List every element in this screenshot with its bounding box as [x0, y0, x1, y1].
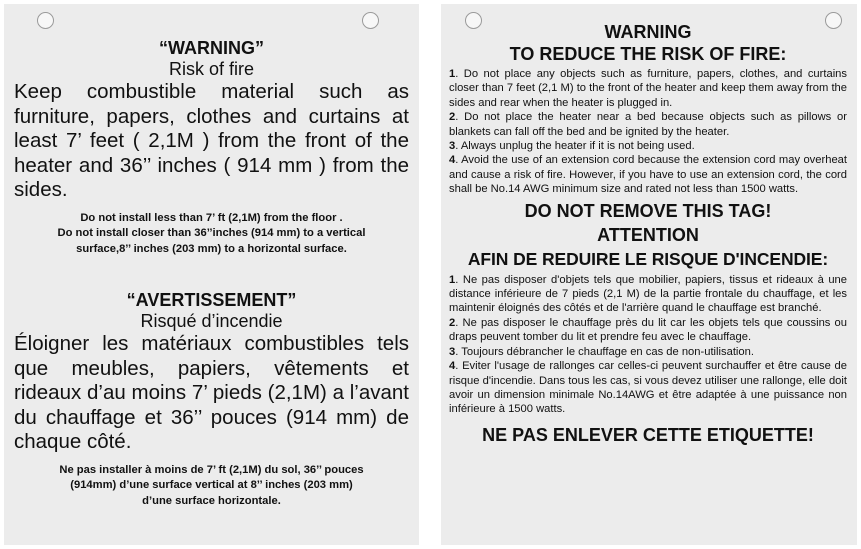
- english-item: [449, 110, 847, 139]
- english-note-line: Do not install closer than 36’’inches (914 mm) to a vertical: [57, 227, 366, 240]
- item-number: 3: [449, 140, 456, 153]
- french-item: [449, 316, 847, 345]
- item-number: 4: [449, 360, 456, 373]
- hang-hole-icon: [37, 12, 54, 29]
- item-text: . Ne pas disposer le chauffage près du lit car les objets tels que coussins ou draps peuvent tomber du lit et prendre feu avec le chauffage.: [449, 316, 847, 344]
- english-item: [449, 153, 847, 196]
- footer-heading: NE PAS ENLEVER CETTE ETIQUETTE!: [482, 424, 814, 445]
- item-number: 2: [449, 316, 456, 329]
- english-body: Keep combustible material such as furniture, papers, clothes and curtains at least 7’ feet ( 2,1M ) from the front of the heater and 36’’ inches ( 914 mm ) from the sides.: [14, 80, 409, 202]
- item-number: 2: [449, 111, 456, 124]
- french-item: [449, 359, 847, 417]
- english-note-line: surface,8’’ inches (203 mm) to a horizontal surface.: [76, 242, 347, 255]
- risk-heading: TO REDUCE THE RISK OF FIRE:: [509, 44, 787, 64]
- french-item: [449, 273, 847, 316]
- item-text: . Eviter l'usage de rallonges car celles-ci peuvent surchauffer et être cause de risque d'incendie. Dans tous les cas, si vous devez utiliser une rallonge, elle doit avoir un dimension minimale No.14AWG et être adaptée à une puissance non inférieure à 1500 watts.: [449, 360, 847, 416]
- right-tag-content: [449, 21, 847, 447]
- french-section: [14, 290, 409, 509]
- english-item: [449, 139, 847, 153]
- hang-hole-icon: [362, 12, 379, 29]
- french-body: Éloigner les matériaux combustibles tels que meubles, papiers, vêtements et rideaux d’au moins 7’ pieds (2,1M) a l’avant du chauffage et 36’’ pouces (914 mm) de chaque côté.: [14, 332, 409, 454]
- item-text: . Always unplug the heater if it is not being used.: [455, 140, 695, 153]
- english-section: [14, 38, 409, 257]
- item-text: . Ne pas disposer d'objets tels que mobilier, papiers, tissus et rideaux à une distance inférieure de 7 pieds (2,1 M) de la partie frontale du chauffage, et les maintenir éloignés des côtés et de l'arrière quand le chauffage est branché.: [449, 273, 847, 315]
- english-note-line: Do not install less than 7’ ft (2,1M) from the floor .: [80, 211, 343, 224]
- french-note-line: Ne pas installer à moins de 7’ ft (2,1M) du sol, 36’’ pouces: [59, 463, 364, 476]
- french-item: [449, 345, 847, 359]
- item-number: 1: [449, 273, 456, 286]
- item-number: 3: [449, 345, 456, 358]
- item-text: . Toujours débrancher le chauffage en cas de non-utilisation.: [455, 345, 754, 358]
- french-note-line: (914mm) d’une surface vertical at 8’’ inches (203 mm): [70, 479, 353, 492]
- item-text: . Do not place any objects such as furniture, papers, clothes, and curtains closer than 7 feet (2,1 M) to the front of the heater and keep them away from the sides and rear when the heater is plugged in.: [449, 68, 847, 109]
- item-text: . Avoid the use of an extension cord because the extension cord may overheat and cause a risk of fire. However, if you have to use an extension cord, the cord shall be No.14 AWG minimum size and rated not less than 1500 watts.: [449, 154, 847, 196]
- english-heading: “WARNING”: [159, 38, 264, 58]
- do-not-remove-heading: DO NOT REMOVE THIS TAG!: [524, 200, 772, 221]
- item-text: . Do not place the heater near a bed because objects such as pillows or blankets can fall off the bed and be ignited by the heater.: [449, 111, 847, 138]
- warning-tag-left: [4, 4, 419, 545]
- item-number: 4: [449, 154, 456, 167]
- french-subheading: Risqué d’incendie: [140, 311, 283, 331]
- attention-heading: ATTENTION: [597, 224, 699, 245]
- warning-heading: WARNING: [604, 22, 692, 42]
- french-risk-heading: AFIN DE REDUIRE LE RISQUE D'INCENDIE:: [467, 248, 829, 269]
- french-heading: “AVERTISSEMENT”: [126, 290, 297, 310]
- item-number: 1: [449, 68, 456, 80]
- english-item: [449, 67, 847, 110]
- french-note-line: d’une surface horizontale.: [142, 494, 281, 507]
- english-subheading: Risk of fire: [168, 59, 255, 79]
- warning-tag-right: [441, 4, 857, 545]
